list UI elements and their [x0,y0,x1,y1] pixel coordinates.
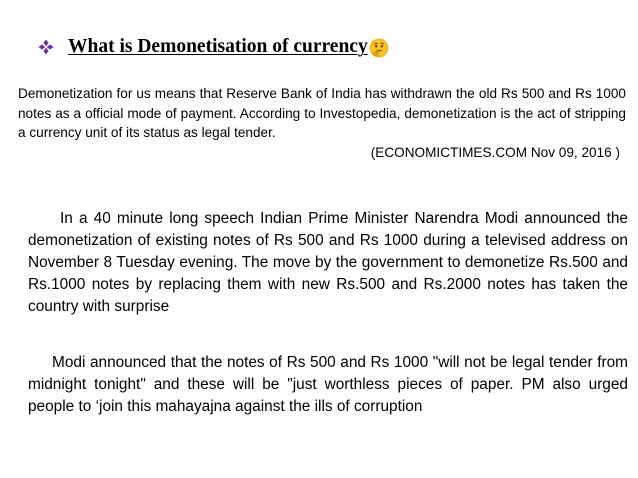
slide-heading [38,34,389,60]
speech-paragraph: In a 40 minute long speech Indian Prime Minister Narendra Modi announced the demonetization of existing notes of Rs 500 and Rs 1000 during a televised address on November 8 Tuesday evening. The move by the government to demonetize Rs.500 and Rs.1000 notes by replacing them with new Rs.500 and Rs.2000 notes has taken the country with surprise [28,210,628,315]
announcement-paragraph: Modi announced that the notes of Rs 500 and Rs 1000 "will not be legal tender from midnight tonight" and these will be "just worthless pieces of paper. PM also urged people to ‘join this mahayajna against the ills of corruption [28,354,628,415]
four-diamond-bullet-icon [38,39,54,55]
thinking-face-emoji-icon [369,38,389,58]
heading-title: What is Demonetisation of currency [68,36,368,57]
source-citation: (ECONOMICTIMES.COM Nov 09, 2016 ) [370,145,620,160]
definition-text: Demonetization for us means that Reserve Bank of India has withdrawn the old Rs 500 and Rs 1000 notes as a official mode of payment. According to Investopedia, demonetization is the act of stripping a currency unit of its status as legal tender. [18,86,626,141]
